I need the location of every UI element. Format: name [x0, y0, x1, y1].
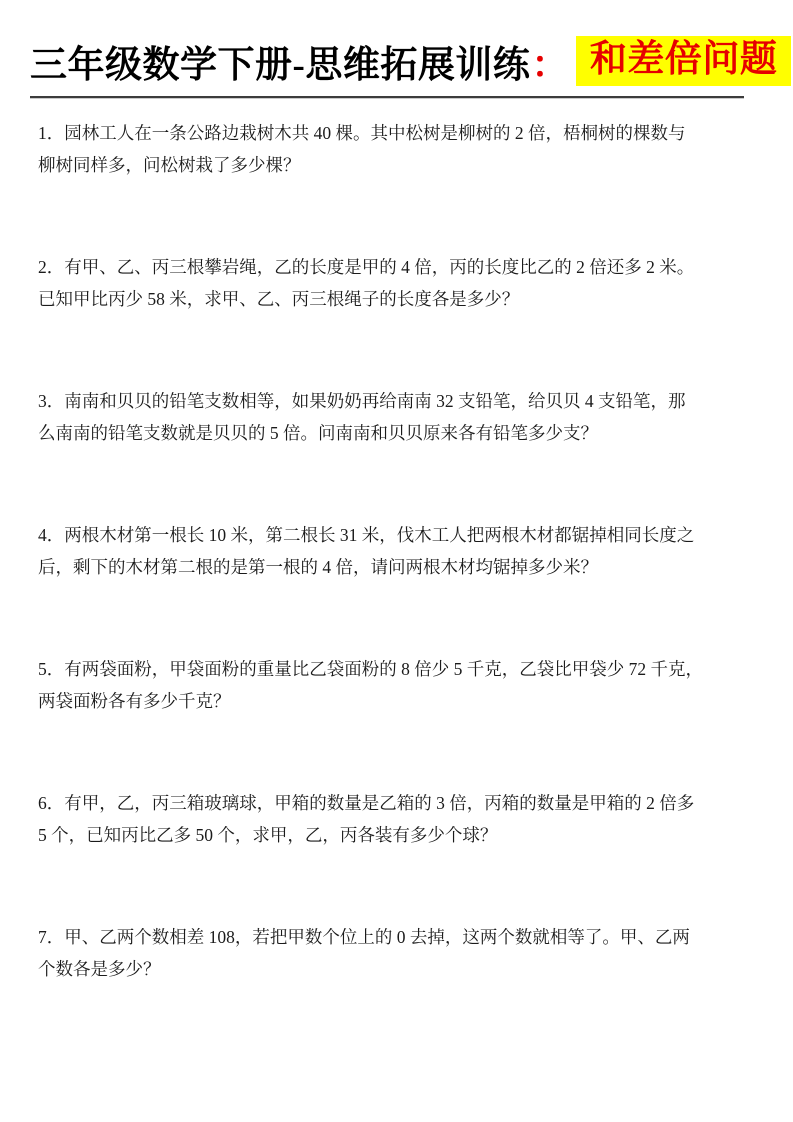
- title-topic-highlight: 和差倍问题: [576, 36, 792, 86]
- question-2-line-1: 2．有甲、乙、丙三根攀岩绳，乙的长度是甲的 4 倍，丙的长度比乙的 2 倍还多 2 米。: [38, 257, 695, 277]
- question-7-line-2: 个数各是多少？: [38, 959, 161, 979]
- question-5-line-1: 5．有两袋面粉，甲袋面粉的重量比乙袋面粉的 8 倍少 5 千克，乙袋比甲袋少 72 千克，: [38, 659, 703, 679]
- question-3-line-2: 么南南的铅笔支数就是贝贝的 5 倍。问南南和贝贝原来各有铅笔多少支？: [38, 423, 598, 443]
- question-4: [38, 519, 768, 583]
- question-5-line-2: 两袋面粉各有多少千克？: [38, 691, 231, 711]
- question-6-line-1: 6．有甲，乙，丙三箱玻璃球，甲箱的数量是乙箱的 3 倍，丙箱的数量是甲箱的 2 倍多: [38, 793, 695, 813]
- question-1-line-2: 柳树同样多，问松树栽了多少棵？: [38, 155, 301, 175]
- question-list: [38, 117, 768, 985]
- question-1: [38, 117, 768, 181]
- question-6: [38, 787, 768, 851]
- question-4-line-2: 后，剩下的木材第二根的是第一根的 4 倍，请问两根木材均锯掉多少米？: [38, 557, 598, 577]
- question-3-line-1: 3．南南和贝贝的铅笔支数相等，如果奶奶再给南南 32 支铅笔，给贝贝 4 支铅笔，那: [38, 391, 686, 411]
- title-colon: ：: [531, 45, 569, 86]
- title-main-text: 三年级数学下册-思维拓展训练: [30, 45, 531, 86]
- question-7-line-1: 7．甲、乙两个数相差 108，若把甲数个位上的 0 去掉，这两个数就相等了。甲、乙两: [38, 927, 690, 947]
- question-4-line-1: 4．两根木材第一根长 10 米，第二根长 31 米，伐木工人把两根木材都锯掉相同长度之: [38, 525, 695, 545]
- question-7: [38, 921, 768, 985]
- question-2: [38, 251, 768, 315]
- question-3: [38, 385, 768, 449]
- question-2-line-2: 已知甲比丙少 58 米，求甲、乙、丙三根绳子的长度各是多少？: [38, 289, 520, 309]
- question-5: [38, 653, 768, 717]
- page-title: [30, 34, 791, 88]
- question-6-line-2: 5 个，已知丙比乙多 50 个，求甲，乙，丙各装有多少个球？: [38, 825, 498, 845]
- header-divider: [30, 96, 744, 99]
- question-1-line-1: 1．园林工人在一条公路边栽树木共 40 棵。其中松树是柳树的 2 倍，梧桐树的棵数与: [38, 123, 686, 143]
